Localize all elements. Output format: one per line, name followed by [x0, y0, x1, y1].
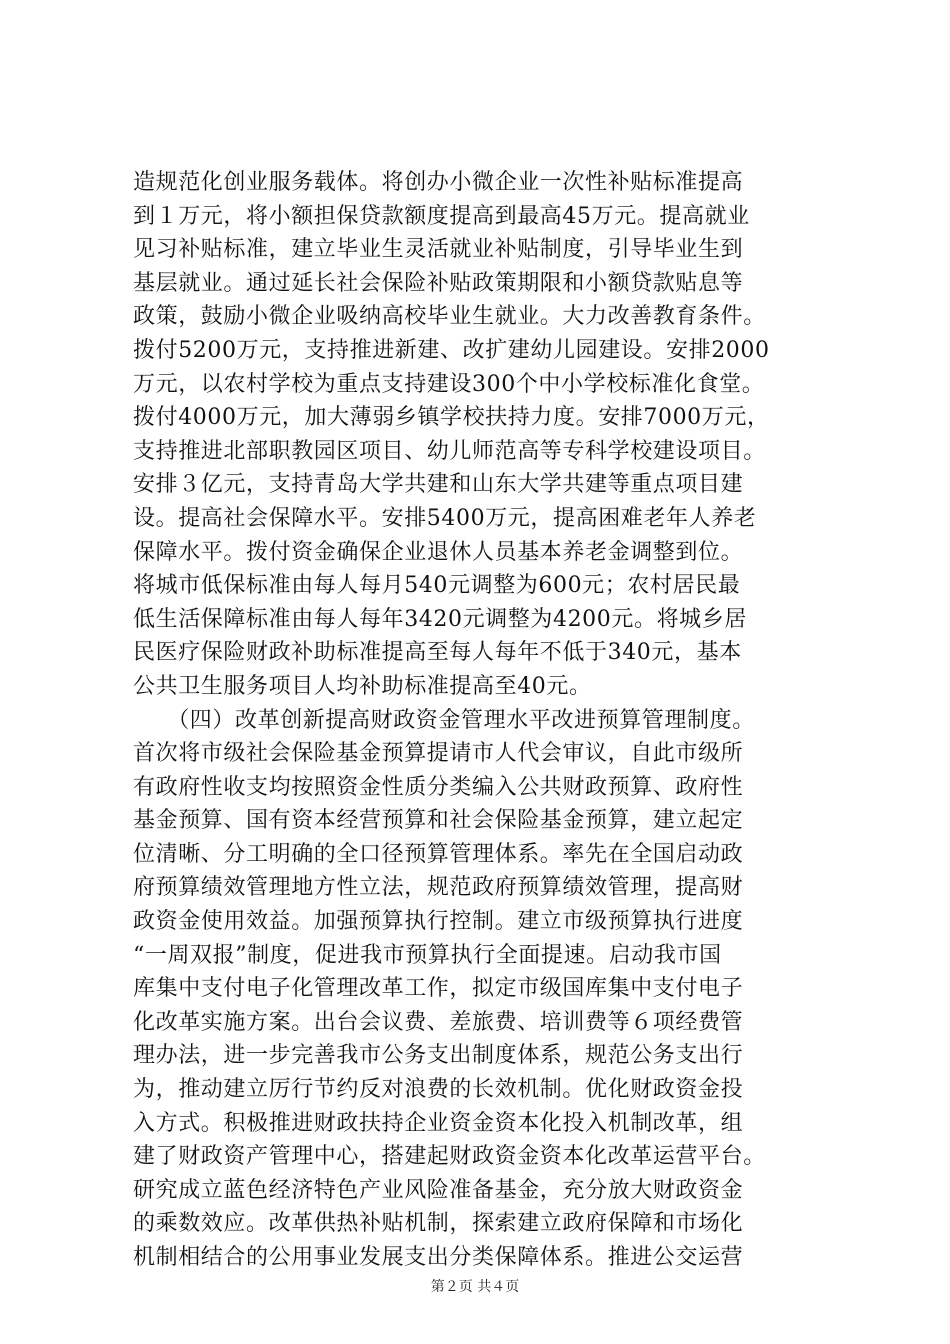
text-line: 公共卫生服务项目人均补助标准提高至40元。 — [133, 673, 592, 699]
text-line: 造规范化创业服务载体。将创办小微企业一次性补贴标准提高 — [133, 170, 744, 195]
text-line: 库集中支付电子化管理改革工作，拟定市级国库集中支付电子 — [133, 976, 744, 1002]
body-text — [133, 166, 853, 1275]
section-heading-line: （四）改革创新提高财政资金管理水平改进预算管理制度。 — [133, 707, 755, 733]
text-line: 万元，以农村学校为重点支持建设300个中小学校标准化食堂。 — [133, 371, 765, 397]
text-line: 民医疗保险财政补助标准提高至每人每年不低于340元，基本 — [133, 640, 742, 666]
text-line: 基金预算、国有资本经营预算和社会保险基金预算，建立起定 — [133, 808, 744, 834]
text-line: 将城市低保标准由每人每月540元调整为600元；农村居民最 — [133, 573, 741, 599]
text-line: 入方式。积极推进财政扶持企业资金资本化投入机制改革，组 — [133, 1110, 744, 1136]
text-line: 拨付4000万元，加大薄弱乡镇学校扶持力度。安排7000万元， — [133, 405, 770, 431]
text-line: 政策，鼓励小微企业吸纳高校毕业生就业。大力改善教育条件。 — [133, 304, 766, 330]
text-line: 机制相结合的公用事业发展支出分类保障体系。推进公交运营 — [133, 1245, 744, 1270]
text-line: 政资金使用效益。加强预算执行控制。建立市级预算执行进度 — [133, 909, 744, 935]
text-line: 见习补贴标准，建立毕业生灵活就业补贴制度，引导毕业生到 — [133, 237, 744, 263]
text-line: 基层就业。通过延长社会保险补贴政策期限和小额贷款贴息等 — [133, 270, 744, 296]
text-line: “一周双报”制度，促进我市预算执行全面提速。启动我市国 — [133, 942, 722, 968]
text-line: 安排３亿元，支持青岛大学共建和山东大学共建等重点项目建 — [133, 472, 744, 498]
text-line: 支持推进北部职教园区项目、幼儿师范高等专科学校建设项目。 — [133, 438, 766, 464]
text-line: 位清晰、分工明确的全口径预算管理体系。率先在全国启动政 — [133, 841, 744, 867]
text-line: 保障水平。拨付资金确保企业退休人员基本养老金调整到位。 — [133, 539, 744, 565]
text-line: 化改革实施方案。出台会议费、差旅费、培训费等６项经费管 — [133, 1009, 744, 1035]
text-line: 研究成立蓝色经济特色产业风险准备基金，充分放大财政资金 — [133, 1177, 744, 1203]
text-line: 首次将市级社会保险基金预算提请市人代会审议，自此市级所 — [133, 741, 744, 767]
text-line: 拨付5200万元，支持推进新建、改扩建幼儿园建设。安排2000 — [133, 337, 770, 363]
page-footer: 第２页 共４页 — [430, 1279, 520, 1295]
text-line: 设。提高社会保障水平。安排5400万元，提高困难老年人养老 — [133, 505, 757, 531]
text-line: 建了财政资产管理中心，搭建起财政资金资本化改革运营平台。 — [133, 1144, 766, 1170]
text-line: 府预算绩效管理地方性立法，规范政府预算绩效管理，提高财 — [133, 875, 744, 901]
text-line: 理办法，进一步完善我市公务支出制度体系，规范公务支出行 — [133, 1043, 744, 1069]
text-line: 的乘数效应。改革供热补贴机制，探索建立政府保障和市场化 — [133, 1211, 744, 1237]
text-line: 低生活保障标准由每人每年3420元调整为4200元。将城乡居 — [133, 606, 747, 632]
text-line: 到１万元，将小额担保贷款额度提高到最高45万元。提高就业 — [133, 203, 750, 229]
text-line: 有政府性收支均按照资金性质分类编入公共财政预算、政府性 — [133, 774, 744, 800]
text-line: 为，推动建立厉行节约反对浪费的长效机制。优化财政资金投 — [133, 1077, 744, 1103]
